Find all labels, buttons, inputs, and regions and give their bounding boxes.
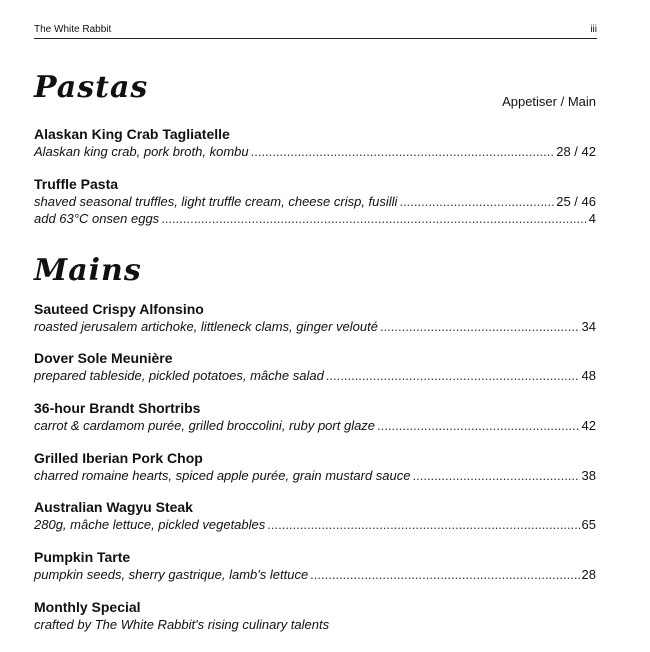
menu-item — [34, 499, 596, 533]
item-description: Alaskan king crab, pork broth, kombu — [34, 144, 249, 159]
item-line — [34, 566, 596, 583]
dot-leader — [310, 566, 579, 583]
menu-item — [34, 599, 596, 633]
menu-item — [34, 400, 596, 434]
menu-item — [34, 350, 596, 384]
item-price: 48 — [581, 368, 596, 383]
item-name: 36-hour Brandt Shortribs — [34, 400, 201, 416]
page-number: iii — [590, 24, 597, 35]
item-name: Sauteed Crispy Alfonsino — [34, 301, 204, 317]
item-description: carrot & cardamom purée, grilled broccolini, ruby port glaze — [34, 418, 376, 433]
item-name: Truffle Pasta — [34, 176, 119, 192]
dot-leader — [399, 193, 554, 210]
item-description: crafted by The White Rabbit's rising culinary talents — [34, 617, 330, 632]
menu-item — [34, 450, 596, 484]
dot-leader — [326, 367, 580, 384]
item-line — [34, 467, 596, 484]
item-price: 25 / 46 — [556, 194, 596, 209]
item-name: Monthly Special — [34, 599, 141, 615]
item-name: Alaskan King Crab Tagliatelle — [34, 126, 230, 142]
price-column-header: Appetiser / Main — [502, 94, 596, 109]
item-line — [34, 516, 596, 533]
item-name: Pumpkin Tarte — [34, 549, 131, 565]
menu-item — [34, 549, 596, 583]
dot-leader — [377, 417, 579, 434]
dot-leader — [161, 210, 587, 227]
item-price: 28 / 42 — [556, 144, 596, 159]
item-line — [34, 417, 596, 434]
item-line — [34, 616, 596, 633]
pastas-title: Pastas — [34, 70, 149, 105]
item-line — [34, 318, 596, 335]
item-description: prepared tableside, pickled potatoes, mâche salad — [34, 368, 324, 383]
dot-leader — [380, 318, 580, 335]
item-description: pumpkin seeds, sherry gastrique, lamb's lettuce — [34, 567, 309, 582]
item-line — [34, 143, 596, 160]
dot-leader — [251, 143, 555, 160]
item-name: Dover Sole Meunière — [34, 350, 173, 366]
item-price: 38 — [581, 468, 596, 483]
item-price: 42 — [581, 418, 596, 433]
item-description: 280g, mâche lettuce, pickled vegetables — [34, 517, 266, 532]
item-line — [34, 367, 596, 384]
item-price: 34 — [581, 319, 596, 334]
item-price: 28 — [581, 567, 596, 582]
item-line — [34, 210, 596, 227]
item-description: charred romaine hearts, spiced apple purée, grain mustard sauce — [34, 468, 411, 483]
item-name: Australian Wagyu Steak — [34, 499, 193, 515]
menu-item — [34, 176, 596, 227]
item-description: shaved seasonal truffles, light truffle cream, cheese crisp, fusilli — [34, 194, 398, 209]
item-price: 4 — [588, 211, 596, 226]
item-description: add 63°C onsen eggs — [34, 211, 160, 226]
page-header — [34, 22, 597, 39]
restaurant-name: The White Rabbit — [34, 24, 112, 35]
item-name: Grilled Iberian Pork Chop — [34, 450, 203, 466]
dot-leader — [413, 467, 580, 484]
item-price: 65 — [581, 517, 596, 532]
item-line — [34, 193, 596, 210]
dot-leader — [267, 516, 579, 533]
menu-item — [34, 301, 596, 335]
menu-item — [34, 126, 596, 160]
mains-title: Mains — [34, 253, 142, 288]
item-description: roasted jerusalem artichoke, littleneck clams, ginger velouté — [34, 319, 378, 334]
